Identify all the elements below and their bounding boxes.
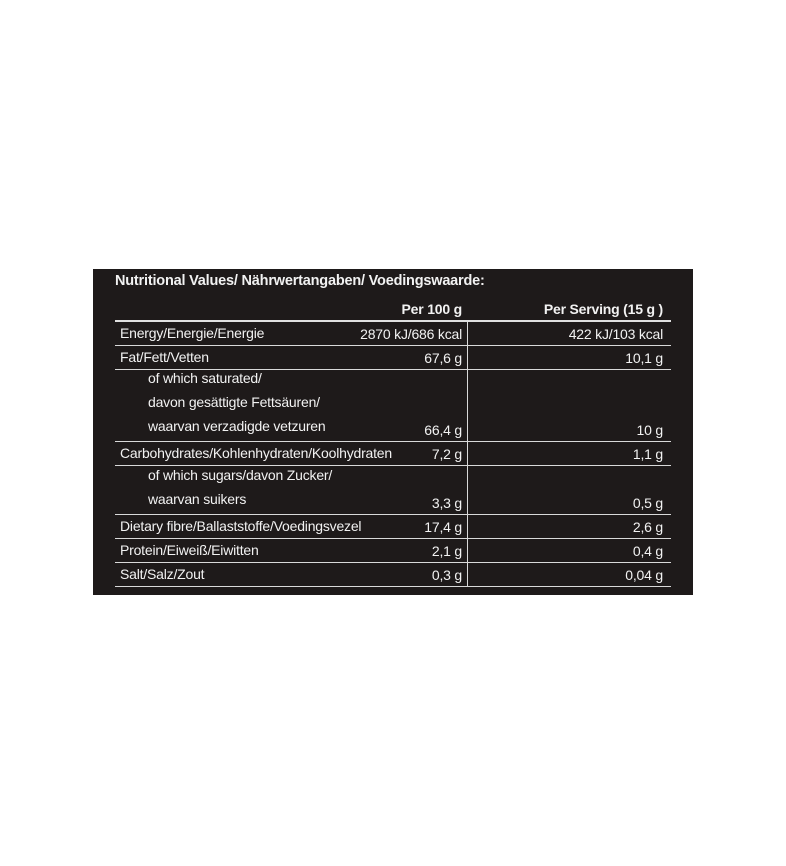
value-per-serving: 0,4 g [632, 543, 663, 559]
nutrition-title: Nutritional Values/ Nährwertangaben/ Voedingswaarde: [115, 273, 485, 289]
value-per-serving: 2,6 g [632, 519, 663, 535]
nutrient-label [120, 324, 264, 342]
nutrient-label-line: of which sugars/davon Zucker/ [148, 467, 333, 483]
value-per-serving: 0,04 g [625, 567, 663, 583]
table-row [115, 515, 671, 539]
nutrient-label [120, 541, 259, 559]
nutrient-label-line: davon gesättigte Fettsäuren/ [148, 394, 320, 410]
nutrient-label-line: waarvan suikers [148, 491, 247, 507]
value-per-100g: 67,6 g [424, 350, 462, 366]
table-row [115, 322, 671, 346]
value-per-serving: 10 g [636, 422, 663, 438]
table-row [115, 563, 671, 587]
value-per-100g: 0,3 g [431, 567, 462, 583]
nutrient-label-line: Energy/Energie/Energie [120, 325, 265, 341]
nutrient-label [148, 463, 332, 511]
nutrient-label [120, 348, 209, 366]
value-per-100g: 2870 kJ/686 kcal [360, 326, 462, 342]
column-header-per-100g: Per 100 g [401, 301, 462, 317]
nutrient-label [148, 366, 325, 438]
nutrient-label [120, 444, 392, 462]
nutrient-label-line: Carbohydrates/Kohlenhydraten/Koolhydraten [120, 445, 392, 461]
value-per-serving: 1,1 g [632, 446, 663, 462]
value-per-100g: 3,3 g [431, 495, 462, 511]
nutrient-label-line: of which saturated/ [148, 370, 262, 386]
value-per-serving: 422 kJ/103 kcal [568, 326, 663, 342]
table-body [115, 322, 671, 587]
value-per-100g: 17,4 g [424, 519, 462, 535]
value-per-serving: 0,5 g [632, 495, 663, 511]
nutrient-label-line: Dietary fibre/Ballaststoffe/Voedingsvezel [120, 518, 362, 534]
value-per-100g: 66,4 g [424, 422, 462, 438]
value-per-100g: 2,1 g [431, 543, 462, 559]
table-row [115, 370, 671, 442]
table-header-row [115, 299, 671, 322]
table-row [115, 539, 671, 563]
value-per-100g: 7,2 g [431, 446, 462, 462]
nutrient-label [120, 565, 204, 583]
nutrition-panel [93, 269, 693, 595]
nutrient-label-line: waarvan verzadigde vetzuren [148, 418, 326, 434]
nutrition-table [115, 299, 671, 587]
nutrient-label-line: Fat/Fett/Vetten [120, 349, 209, 365]
nutrient-label-line: Salt/Salz/Zout [120, 566, 205, 582]
nutrient-label-line: Protein/Eiweiß/Eiwitten [120, 542, 259, 558]
table-row [115, 466, 671, 515]
value-per-serving: 10,1 g [625, 350, 663, 366]
nutrient-label [120, 517, 361, 535]
column-header-per-serving: Per Serving (15 g ) [543, 301, 663, 317]
column-divider [467, 322, 468, 587]
